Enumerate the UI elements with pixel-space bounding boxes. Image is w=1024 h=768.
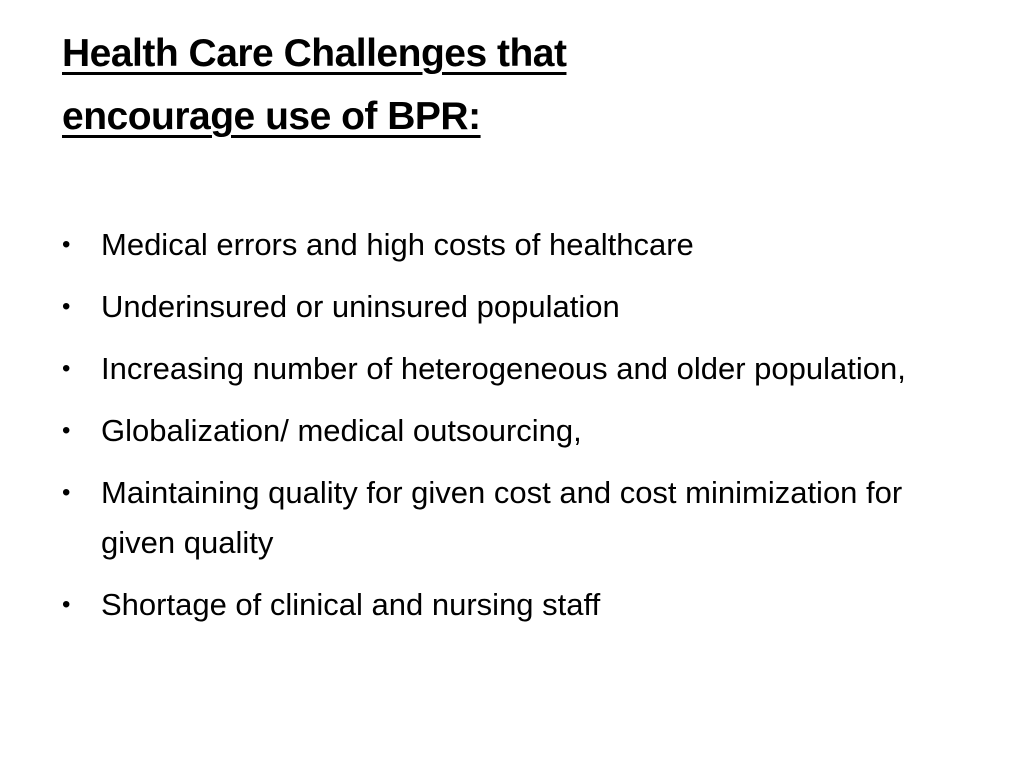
bullet-dot-icon: •	[62, 417, 71, 444]
bullet-text: Globalization/ medical outsourcing,	[101, 413, 582, 448]
bullet-item	[62, 220, 962, 270]
bullet-dot-icon: •	[62, 591, 71, 618]
title-line-2: encourage use of BPR:	[62, 95, 481, 138]
bullet-item	[62, 344, 962, 394]
bullet-dot-icon: •	[62, 231, 71, 258]
bullet-text: Increasing number of heterogeneous and older population,	[101, 351, 906, 386]
bullet-text: Medical errors and high costs of healthcare	[101, 227, 694, 262]
title-line-1: Health Care Challenges that	[62, 32, 567, 75]
bullet-dot-icon: •	[62, 355, 71, 382]
bullet-text: Shortage of clinical and nursing staff	[101, 587, 601, 622]
bullet-dot-icon: •	[62, 293, 71, 320]
bullet-dot-icon: •	[62, 479, 71, 506]
bullet-list	[62, 220, 962, 642]
bullet-item	[62, 580, 962, 630]
bullet-item	[62, 406, 962, 456]
slide-title	[62, 22, 962, 148]
bullet-item	[62, 282, 962, 332]
bullet-item	[62, 468, 962, 568]
bullet-text: Maintaining quality for given cost and cost minimization for given quality	[101, 475, 903, 560]
bullet-text: Underinsured or uninsured population	[101, 289, 620, 324]
